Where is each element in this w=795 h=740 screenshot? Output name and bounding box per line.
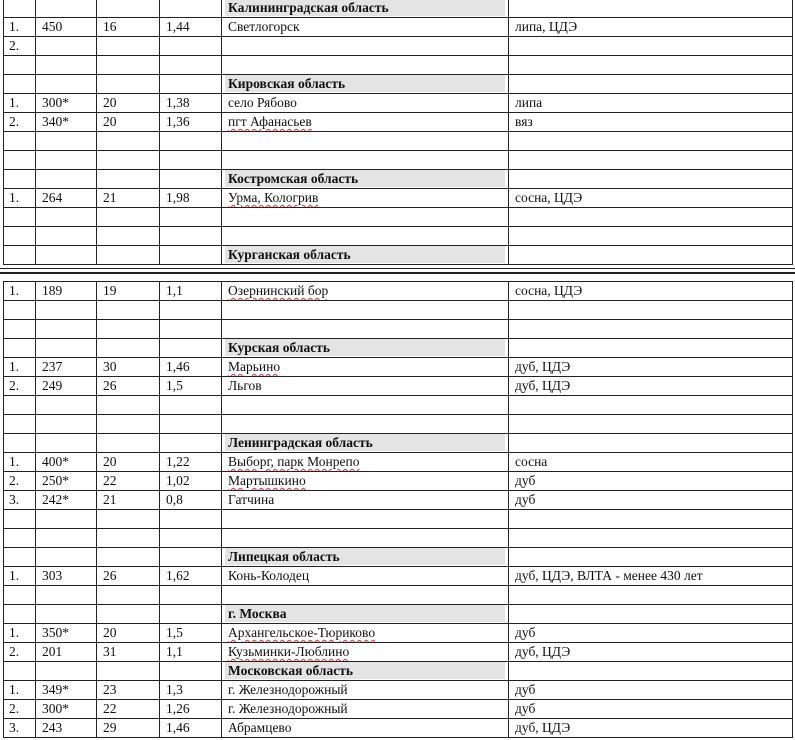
location-cell: [222, 529, 509, 548]
species-note-cell: [509, 510, 793, 529]
empty-cell: [509, 170, 793, 189]
age-cell: [36, 396, 97, 415]
empty-cell: [160, 0, 222, 18]
row-number: [4, 132, 36, 151]
region-header-row: [4, 246, 793, 265]
row-number: [4, 301, 36, 320]
diameter-cell: [160, 37, 222, 56]
empty-cell: [160, 434, 222, 453]
species-note-cell: дуб, ЦДЭ, ВЛТА - менее 430 лет: [509, 567, 793, 586]
height-cell: 22: [97, 472, 160, 491]
age-cell: 350*: [36, 624, 97, 643]
empty-cell: [509, 605, 793, 624]
empty-cell: [36, 605, 97, 624]
age-cell: 400*: [36, 453, 97, 472]
age-cell: [36, 56, 97, 75]
row-number: 3.: [4, 719, 36, 738]
age-cell: 300*: [36, 94, 97, 113]
diameter-cell: 1,98: [160, 189, 222, 208]
location-cell: [222, 396, 509, 415]
species-note-cell: дуб: [509, 681, 793, 700]
row-number: 1.: [4, 453, 36, 472]
region-header-row: [4, 548, 793, 567]
height-cell: [97, 208, 160, 227]
region-title-text: Курганская область: [225, 246, 505, 263]
age-cell: 300*: [36, 700, 97, 719]
table-row: [4, 208, 793, 227]
age-cell: 189: [36, 282, 97, 301]
cell-text: пгт Афанасьев: [228, 114, 312, 129]
height-cell: [97, 227, 160, 246]
species-note-cell: [509, 415, 793, 434]
empty-cell: [509, 0, 793, 18]
age-cell: 243: [36, 719, 97, 738]
location-cell: Светлогорск: [222, 18, 509, 37]
region-title-text: Курская область: [225, 339, 505, 356]
region-header-row: [4, 170, 793, 189]
region-title: [222, 605, 509, 624]
diameter-cell: [160, 586, 222, 605]
species-note-cell: липа: [509, 94, 793, 113]
height-cell: 20: [97, 624, 160, 643]
empty-cell: [4, 339, 36, 358]
location-cell: [222, 358, 509, 377]
diameter-cell: 1,5: [160, 377, 222, 396]
location-cell: [222, 132, 509, 151]
document-table-page-1: [3, 0, 793, 265]
diameter-cell: [160, 396, 222, 415]
row-number: [4, 415, 36, 434]
table-row: [4, 453, 793, 472]
region-title: [222, 75, 509, 94]
species-note-cell: [509, 151, 793, 170]
empty-cell: [509, 246, 793, 265]
empty-cell: [509, 662, 793, 681]
species-note-cell: дуб: [509, 624, 793, 643]
empty-cell: [97, 605, 160, 624]
species-note-cell: дуб: [509, 491, 793, 510]
region-title-text: г. Москва: [225, 605, 505, 622]
empty-cell: [160, 339, 222, 358]
height-cell: [97, 132, 160, 151]
location-cell: [222, 510, 509, 529]
row-number: 2.: [4, 472, 36, 491]
age-cell: [36, 227, 97, 246]
table-row: [4, 113, 793, 132]
height-cell: 26: [97, 377, 160, 396]
table-row: [4, 700, 793, 719]
location-cell: Конь-Колодец: [222, 567, 509, 586]
age-cell: 303: [36, 567, 97, 586]
table-row: [4, 132, 793, 151]
species-note-cell: [509, 586, 793, 605]
height-cell: 31: [97, 643, 160, 662]
table-row: [4, 358, 793, 377]
location-cell: г. Железнодорожный: [222, 681, 509, 700]
region-title: [222, 246, 509, 265]
empty-cell: [160, 605, 222, 624]
height-cell: 23: [97, 681, 160, 700]
location-cell: [222, 208, 509, 227]
location-cell: [222, 113, 509, 132]
table-row: [4, 643, 793, 662]
table-row: [4, 624, 793, 643]
location-cell: Льгов: [222, 377, 509, 396]
empty-cell: [4, 75, 36, 94]
table-row: [4, 18, 793, 37]
region-header-row: [4, 75, 793, 94]
region-title-text: Липецкая область: [225, 548, 505, 565]
empty-cell: [36, 170, 97, 189]
empty-cell: [509, 548, 793, 567]
height-cell: 29: [97, 719, 160, 738]
location-cell: [222, 151, 509, 170]
height-cell: 20: [97, 453, 160, 472]
region-title: [222, 434, 509, 453]
species-note-cell: дуб, ЦДЭ: [509, 377, 793, 396]
empty-cell: [97, 662, 160, 681]
age-cell: [36, 529, 97, 548]
row-number: [4, 320, 36, 339]
table-row: [4, 37, 793, 56]
diameter-cell: [160, 227, 222, 246]
table-row: [4, 719, 793, 738]
row-number: 1.: [4, 624, 36, 643]
region-title: [222, 548, 509, 567]
row-number: 1.: [4, 358, 36, 377]
height-cell: [97, 151, 160, 170]
table-row: [4, 415, 793, 434]
row-number: 2.: [4, 377, 36, 396]
location-cell: село Рябово: [222, 94, 509, 113]
empty-cell: [36, 434, 97, 453]
species-note-cell: дуб, ЦДЭ: [509, 719, 793, 738]
diameter-cell: [160, 56, 222, 75]
empty-cell: [509, 434, 793, 453]
region-title: [222, 662, 509, 681]
age-cell: [36, 415, 97, 434]
table-row: [4, 56, 793, 75]
empty-cell: [4, 548, 36, 567]
diameter-cell: [160, 415, 222, 434]
table-row: [4, 301, 793, 320]
row-number: 1.: [4, 94, 36, 113]
row-number: 2.: [4, 113, 36, 132]
species-note-cell: [509, 301, 793, 320]
diameter-cell: 1,3: [160, 681, 222, 700]
empty-cell: [36, 75, 97, 94]
species-note-cell: сосна, ЦДЭ: [509, 189, 793, 208]
age-cell: 237: [36, 358, 97, 377]
diameter-cell: 1,22: [160, 453, 222, 472]
location-cell: Абрамцево: [222, 719, 509, 738]
table-row: [4, 320, 793, 339]
table-row: [4, 396, 793, 415]
cell-text: Кузьминки-Люблино: [228, 644, 350, 659]
row-number: 1.: [4, 681, 36, 700]
age-cell: [36, 132, 97, 151]
diameter-cell: [160, 208, 222, 227]
diameter-cell: [160, 301, 222, 320]
location-cell: [222, 56, 509, 75]
empty-cell: [36, 0, 97, 18]
diameter-cell: 1,62: [160, 567, 222, 586]
height-cell: 20: [97, 113, 160, 132]
empty-cell: [4, 246, 36, 265]
location-cell: [222, 453, 509, 472]
age-cell: [36, 208, 97, 227]
region-title: [222, 0, 509, 18]
row-number: [4, 529, 36, 548]
height-cell: 26: [97, 567, 160, 586]
height-cell: 16: [97, 18, 160, 37]
age-cell: 349*: [36, 681, 97, 700]
cell-text: Озернинский бор: [228, 283, 329, 298]
empty-cell: [97, 434, 160, 453]
height-cell: 21: [97, 189, 160, 208]
empty-cell: [97, 170, 160, 189]
location-cell: [222, 227, 509, 246]
height-cell: 20: [97, 94, 160, 113]
height-cell: 21: [97, 491, 160, 510]
empty-cell: [160, 548, 222, 567]
age-cell: 450: [36, 18, 97, 37]
empty-cell: [97, 0, 160, 18]
species-note-cell: [509, 396, 793, 415]
table-row: [4, 529, 793, 548]
empty-cell: [97, 246, 160, 265]
row-number: 2.: [4, 700, 36, 719]
species-note-cell: липа, ЦДЭ: [509, 18, 793, 37]
table-row: [4, 491, 793, 510]
cell-text: Архангельское-Тюриково: [228, 625, 376, 640]
empty-cell: [4, 605, 36, 624]
location-cell: [222, 624, 509, 643]
empty-cell: [160, 170, 222, 189]
table-row: [4, 94, 793, 113]
empty-cell: [4, 0, 36, 18]
age-cell: 264: [36, 189, 97, 208]
table-row: [4, 681, 793, 700]
species-note-cell: [509, 227, 793, 246]
location-cell: [222, 189, 509, 208]
diameter-cell: [160, 510, 222, 529]
row-number: [4, 208, 36, 227]
row-number: 3.: [4, 491, 36, 510]
diameter-cell: 1,26: [160, 700, 222, 719]
diameter-cell: [160, 529, 222, 548]
height-cell: [97, 56, 160, 75]
diameter-cell: 1,1: [160, 643, 222, 662]
height-cell: 19: [97, 282, 160, 301]
diameter-cell: 1,44: [160, 18, 222, 37]
species-note-cell: сосна, ЦДЭ: [509, 282, 793, 301]
age-cell: [36, 510, 97, 529]
row-number: [4, 586, 36, 605]
cell-text: Марьино: [228, 359, 281, 374]
empty-cell: [36, 548, 97, 567]
table-row: [4, 151, 793, 170]
empty-cell: [509, 339, 793, 358]
row-number: 1.: [4, 282, 36, 301]
row-number: 1.: [4, 18, 36, 37]
region-header-row: [4, 662, 793, 681]
location-cell: [222, 320, 509, 339]
height-cell: 30: [97, 358, 160, 377]
empty-cell: [36, 246, 97, 265]
region-title-text: Московская область: [225, 662, 505, 679]
age-cell: [36, 320, 97, 339]
age-cell: [36, 151, 97, 170]
table-row: [4, 586, 793, 605]
row-number: 2.: [4, 643, 36, 662]
age-cell: [36, 37, 97, 56]
height-cell: [97, 529, 160, 548]
height-cell: [97, 415, 160, 434]
diameter-cell: 1,02: [160, 472, 222, 491]
row-number: 1.: [4, 567, 36, 586]
empty-cell: [97, 339, 160, 358]
empty-cell: [4, 662, 36, 681]
cell-text: Выборг, парк Монрепо: [228, 454, 360, 469]
species-note-cell: вяз: [509, 113, 793, 132]
region-title-text: Кировская область: [225, 75, 505, 92]
location-cell: [222, 37, 509, 56]
diameter-cell: 1,1: [160, 282, 222, 301]
empty-cell: [4, 434, 36, 453]
region-title-text: Калининградская область: [225, 0, 505, 16]
empty-cell: [509, 75, 793, 94]
region-title-text: Ленинградская область: [225, 434, 505, 451]
empty-cell: [160, 75, 222, 94]
diameter-cell: 1,36: [160, 113, 222, 132]
species-note-cell: [509, 208, 793, 227]
row-number: [4, 56, 36, 75]
location-cell: г. Железнодорожный: [222, 700, 509, 719]
location-cell: [222, 282, 509, 301]
table-row: [4, 189, 793, 208]
diameter-cell: [160, 132, 222, 151]
height-cell: [97, 586, 160, 605]
species-note-cell: дуб, ЦДЭ: [509, 643, 793, 662]
age-cell: 242*: [36, 491, 97, 510]
row-number: [4, 227, 36, 246]
row-number: [4, 151, 36, 170]
height-cell: [97, 320, 160, 339]
species-note-cell: [509, 132, 793, 151]
height-cell: [97, 510, 160, 529]
region-title: [222, 170, 509, 189]
diameter-cell: 1,5: [160, 624, 222, 643]
document-table-page-2: [3, 281, 793, 738]
height-cell: 22: [97, 700, 160, 719]
location-cell: [222, 643, 509, 662]
age-cell: [36, 301, 97, 320]
diameter-cell: 1,38: [160, 94, 222, 113]
cell-text: Урма, Кологрив: [228, 190, 319, 205]
diameter-cell: 1,46: [160, 358, 222, 377]
row-number: [4, 396, 36, 415]
diameter-cell: 1,46: [160, 719, 222, 738]
region-header-row: [4, 0, 793, 18]
location-cell: [222, 586, 509, 605]
table-row: [4, 227, 793, 246]
species-note-cell: [509, 529, 793, 548]
row-number: [4, 510, 36, 529]
row-number: 1.: [4, 189, 36, 208]
location-cell: Гатчина: [222, 491, 509, 510]
species-note-cell: дуб: [509, 700, 793, 719]
region-header-row: [4, 434, 793, 453]
diameter-cell: 0,8: [160, 491, 222, 510]
table-row: [4, 567, 793, 586]
location-cell: [222, 415, 509, 434]
empty-cell: [160, 662, 222, 681]
species-note-cell: [509, 37, 793, 56]
height-cell: [97, 396, 160, 415]
species-note-cell: дуб: [509, 472, 793, 491]
cell-text: Мартышкино: [228, 473, 306, 488]
region-header-row: [4, 339, 793, 358]
region-header-row: [4, 605, 793, 624]
table-row: [4, 377, 793, 396]
region-title-text: Костромская область: [225, 170, 505, 187]
empty-cell: [36, 662, 97, 681]
species-note-cell: [509, 320, 793, 339]
empty-cell: [36, 339, 97, 358]
table-row: [4, 282, 793, 301]
species-note-cell: [509, 56, 793, 75]
table-row: [4, 472, 793, 491]
age-cell: 249: [36, 377, 97, 396]
region-title: [222, 339, 509, 358]
empty-cell: [97, 548, 160, 567]
species-note-cell: дуб, ЦДЭ: [509, 358, 793, 377]
location-cell: [222, 301, 509, 320]
row-number: 2.: [4, 37, 36, 56]
empty-cell: [97, 75, 160, 94]
age-cell: 340*: [36, 113, 97, 132]
table-row: [4, 510, 793, 529]
age-cell: [36, 586, 97, 605]
location-cell: [222, 472, 509, 491]
species-note-cell: сосна: [509, 453, 793, 472]
age-cell: 250*: [36, 472, 97, 491]
diameter-cell: [160, 151, 222, 170]
empty-cell: [4, 170, 36, 189]
height-cell: [97, 37, 160, 56]
diameter-cell: [160, 320, 222, 339]
age-cell: 201: [36, 643, 97, 662]
height-cell: [97, 301, 160, 320]
empty-cell: [160, 246, 222, 265]
page-break: [0, 268, 795, 274]
